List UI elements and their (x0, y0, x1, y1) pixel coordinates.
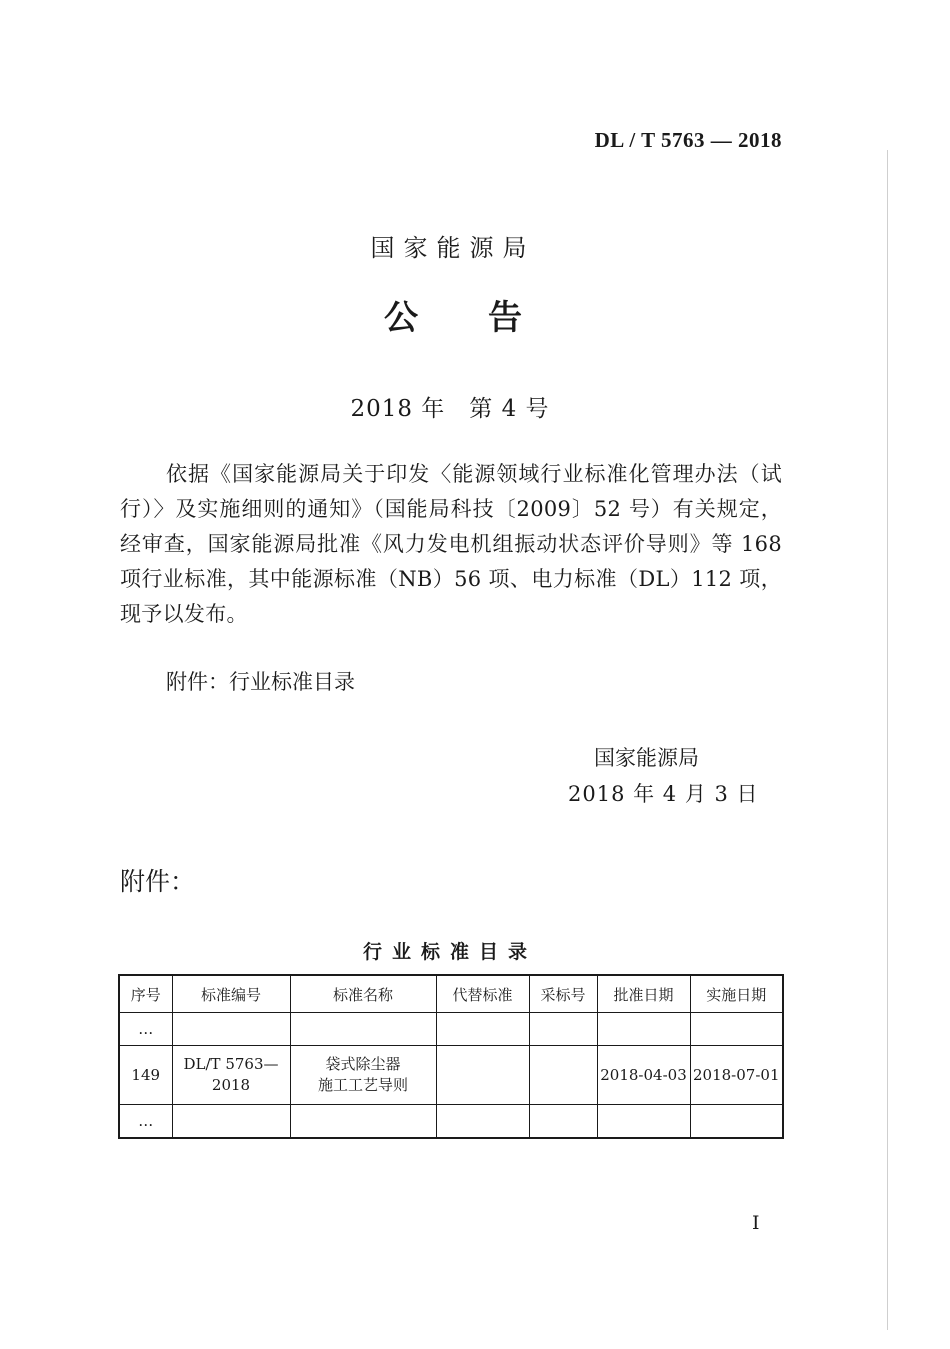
attachment-heading: 附件： (120, 867, 196, 896)
column-header-replaces: 代替标准 (436, 975, 529, 1013)
cell-approved (597, 1105, 690, 1139)
cell-adopted (529, 1105, 597, 1139)
column-header-adopted: 采标号 (529, 975, 597, 1013)
signer: 国家能源局 (594, 746, 699, 770)
column-header-std-no: 标准编号 (172, 975, 290, 1013)
signing-date: 2018 年 4 月 3 日 (568, 782, 759, 806)
standards-catalog-table (118, 974, 784, 1139)
std-no-line-2: 2018 (211, 1076, 251, 1094)
cell-effective: 2018-07-01 (690, 1046, 783, 1105)
cell-seq: … (119, 1013, 172, 1046)
issuer-heading: 国家能源局 (370, 234, 536, 262)
cell-seq: … (119, 1105, 172, 1139)
announcement-title: 公告 (384, 298, 592, 338)
column-header-approved: 批准日期 (597, 975, 690, 1013)
cell-effective (690, 1105, 783, 1139)
table-row (119, 1046, 783, 1105)
issue-number: 2018 年 第 4 号 (350, 396, 550, 422)
table-header-row (119, 975, 783, 1013)
cell-replaces (436, 1046, 529, 1105)
catalog-title: 行业标准目录 (362, 941, 537, 963)
std-name-line-2: 施工工艺导则 (317, 1076, 408, 1094)
cell-replaces (436, 1013, 529, 1046)
attachment-reference: 附件：行业标准目录 (166, 670, 355, 694)
cell-std-name (290, 1105, 436, 1139)
column-header-std-name: 标准名称 (290, 975, 436, 1013)
table-row (119, 1013, 783, 1046)
cell-adopted (529, 1013, 597, 1046)
cell-effective (690, 1013, 783, 1046)
cell-std-no (172, 1105, 290, 1139)
cell-adopted (529, 1046, 597, 1105)
column-header-effective: 实施日期 (690, 975, 783, 1013)
cell-approved (597, 1013, 690, 1046)
cell-approved: 2018-04-03 (597, 1046, 690, 1105)
announcement-body: 依据《国家能源局关于印发〈能源领域行业标准化管理办法（试行）〉及实施细则的通知》（国能局科技〔2009〕52 号）有关规定，经审查，国家能源局批准《风力发电机组振动状态评价导则》等 168 项行业标准，其中能源标准（NB）56 项、电力标准（DL）112 项，现予以发布。 (120, 462, 782, 626)
page-number: I (752, 1212, 760, 1234)
cell-replaces (436, 1105, 529, 1139)
std-no-line-1: DL/T 5763— (183, 1055, 279, 1073)
column-header-seq: 序号 (119, 975, 172, 1013)
cell-seq: 149 (119, 1046, 172, 1105)
cell-std-name (290, 1013, 436, 1046)
cell-std-name (290, 1046, 436, 1105)
std-name-line-1: 袋式除尘器 (325, 1055, 401, 1073)
cell-std-no (172, 1013, 290, 1046)
table-row (119, 1105, 783, 1139)
cell-std-no (172, 1046, 290, 1105)
document-number: DL / T 5763 — 2018 (594, 128, 782, 152)
